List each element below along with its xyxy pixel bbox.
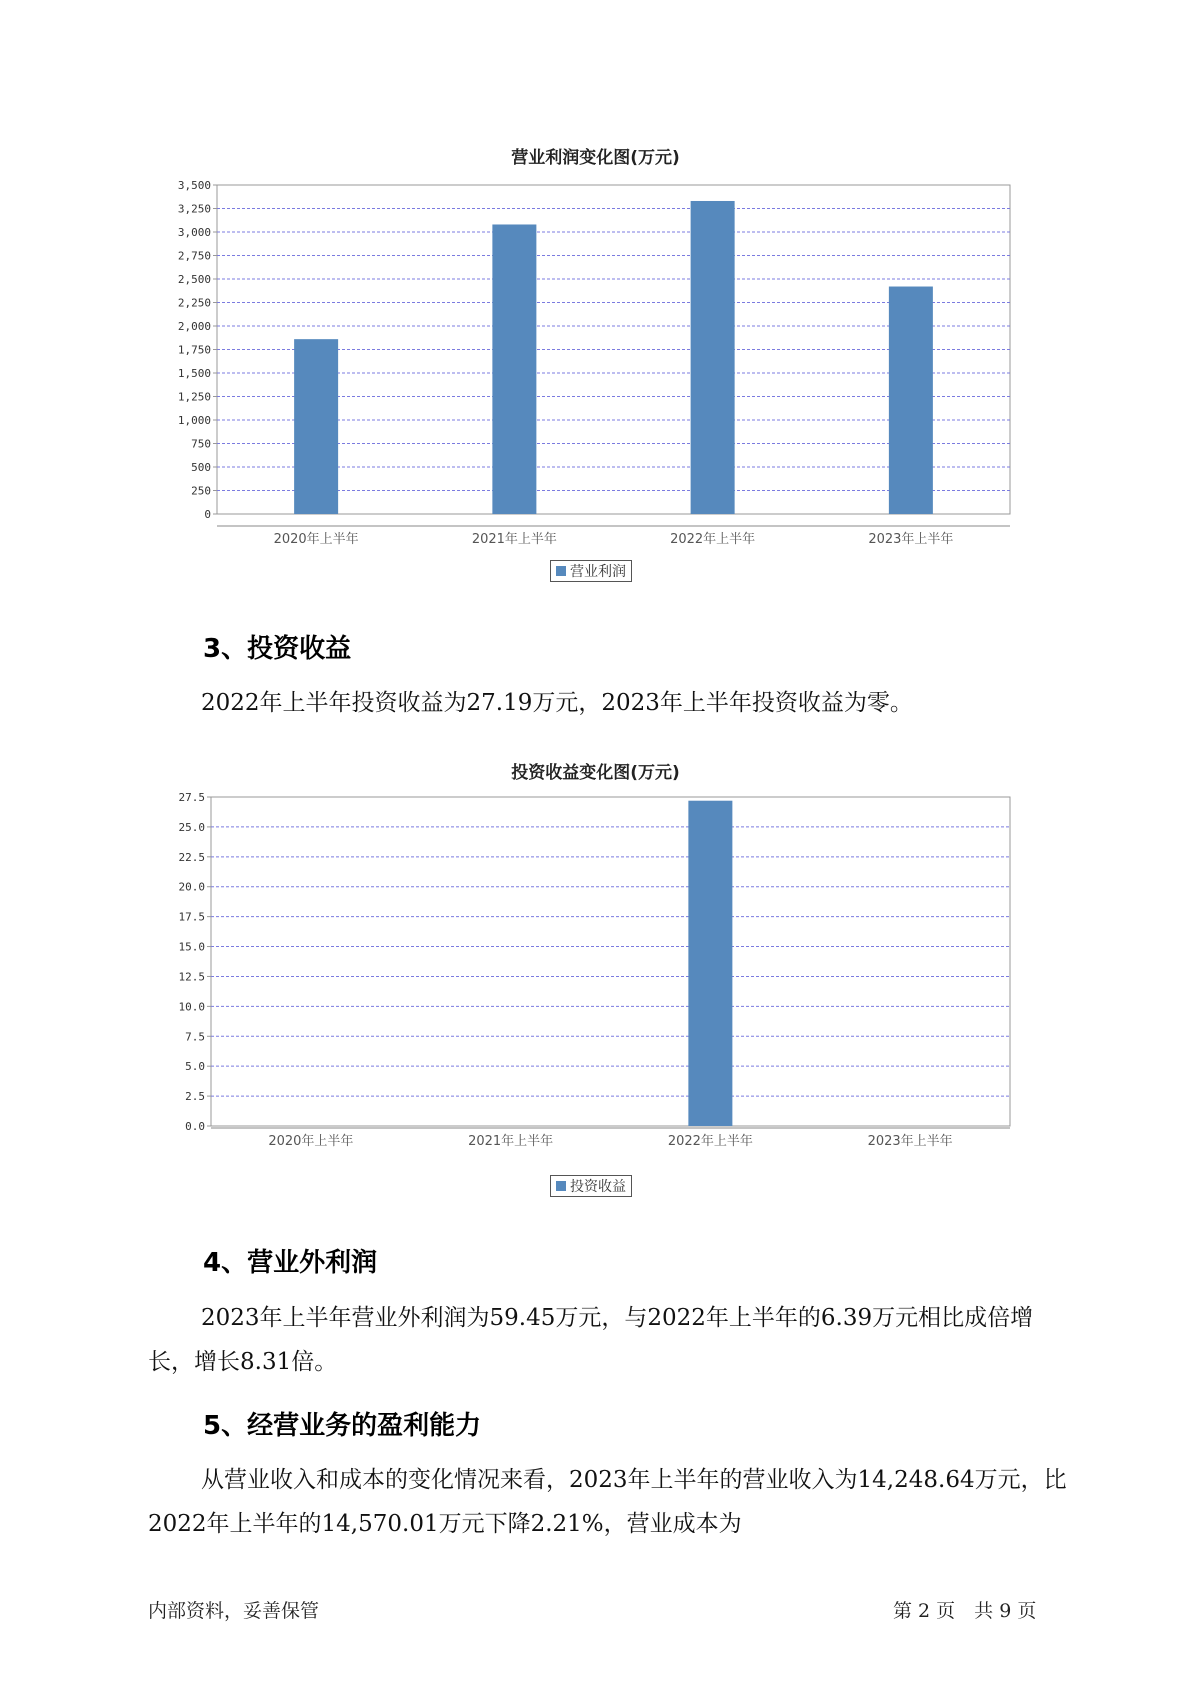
section5-heading: 5、经营业务的盈利能力 xyxy=(203,1411,482,1441)
chart2-x-tick-label: 2023年上半年 xyxy=(867,1134,953,1149)
chart1-y-tick-label: 3,250 xyxy=(177,202,211,216)
chart1-legend-label: 营业利润 xyxy=(570,564,626,580)
chart1-y-tick-label: 3,000 xyxy=(177,226,211,239)
chart1-y-tick-label: 1,750 xyxy=(177,343,211,357)
legend-swatch-icon xyxy=(556,1181,566,1191)
chart2-legend xyxy=(550,1175,632,1197)
chart2-y-tick-label: 17.5 xyxy=(178,910,205,924)
chart2-y-tick-label: 0.0 xyxy=(185,1120,205,1133)
chart1-y-tick-label: 1,500 xyxy=(177,367,211,380)
chart2-x-tick-label: 2022年上半年 xyxy=(667,1134,753,1149)
chart1-y-tick-label: 750 xyxy=(191,437,211,451)
chart1-y-tick-label: 1,000 xyxy=(177,414,211,427)
footer-page-number: 第 2 页 共 9 页 xyxy=(893,1600,1037,1622)
chart1-x-tick-label: 2023年上半年 xyxy=(868,532,954,547)
chart2-y-tick-label: 22.5 xyxy=(178,850,205,864)
chart2-y-tick-label: 10.0 xyxy=(178,1000,205,1014)
chart2-y-tick-label: 12.5 xyxy=(178,970,205,984)
section4-heading: 4、营业外利润 xyxy=(203,1248,378,1278)
chart2-legend-label: 投资收益 xyxy=(570,1179,626,1195)
chart1-y-tick-label: 1,250 xyxy=(177,390,211,404)
chart1-x-tick-label: 2022年上半年 xyxy=(670,532,756,547)
chart1-x-tick-label: 2021年上半年 xyxy=(471,532,557,547)
section5-paragraph: 从营业收入和成本的变化情况来看，2023年上半年的营业收入为14,248.64万元，比2022年上半年的14,570.01万元下降2.21%，营业成本为 xyxy=(148,1467,1067,1537)
chart1-title: 营业利润变化图(万元) xyxy=(511,148,680,168)
chart2-y-tick-label: 27.5 xyxy=(178,791,205,804)
chart2-y-tick-label: 15.0 xyxy=(178,940,205,954)
chart1-y-tick-label: 2,000 xyxy=(177,320,211,333)
chart2-x-tick-label: 2021年上半年 xyxy=(468,1134,554,1149)
section3-paragraph: 2022年上半年投资收益为27.19万元，2023年上半年投资收益为零。 xyxy=(201,690,913,716)
chart1-y-tick-label: 2,750 xyxy=(177,249,211,263)
chart2-bar xyxy=(688,801,732,1126)
chart1-y-tick-label: 0 xyxy=(204,508,211,521)
chart1-y-tick-label: 2,250 xyxy=(177,296,211,310)
chart1-y-tick-label: 2,500 xyxy=(177,273,211,286)
chart2-title: 投资收益变化图(万元) xyxy=(511,763,680,783)
chart1-x-tick-label: 2020年上半年 xyxy=(273,532,359,547)
chart2-y-tick-label: 20.0 xyxy=(178,880,205,894)
chart2-y-tick-label: 7.5 xyxy=(185,1030,205,1044)
footer-left: 内部资料，妥善保管 xyxy=(148,1600,320,1622)
chart1-y-tick-label: 500 xyxy=(191,461,211,474)
chart1-y-tick-label: 3,500 xyxy=(177,179,211,192)
chart2-plot-frame xyxy=(211,797,1010,1126)
chart2-x-tick-label: 2020年上半年 xyxy=(268,1134,354,1149)
chart2-y-tick-label: 2.5 xyxy=(185,1090,205,1104)
chart1-y-tick-label: 250 xyxy=(191,484,211,498)
section3-heading: 3、投资收益 xyxy=(203,634,352,664)
chart2-y-tick-label: 5.0 xyxy=(185,1060,205,1074)
chart2-y-tick-label: 25.0 xyxy=(178,820,205,834)
section4-paragraph: 2023年上半年营业外利润为59.45万元，与2022年上半年的6.39万元相比成倍增长，增长8.31倍。 xyxy=(148,1305,1034,1375)
